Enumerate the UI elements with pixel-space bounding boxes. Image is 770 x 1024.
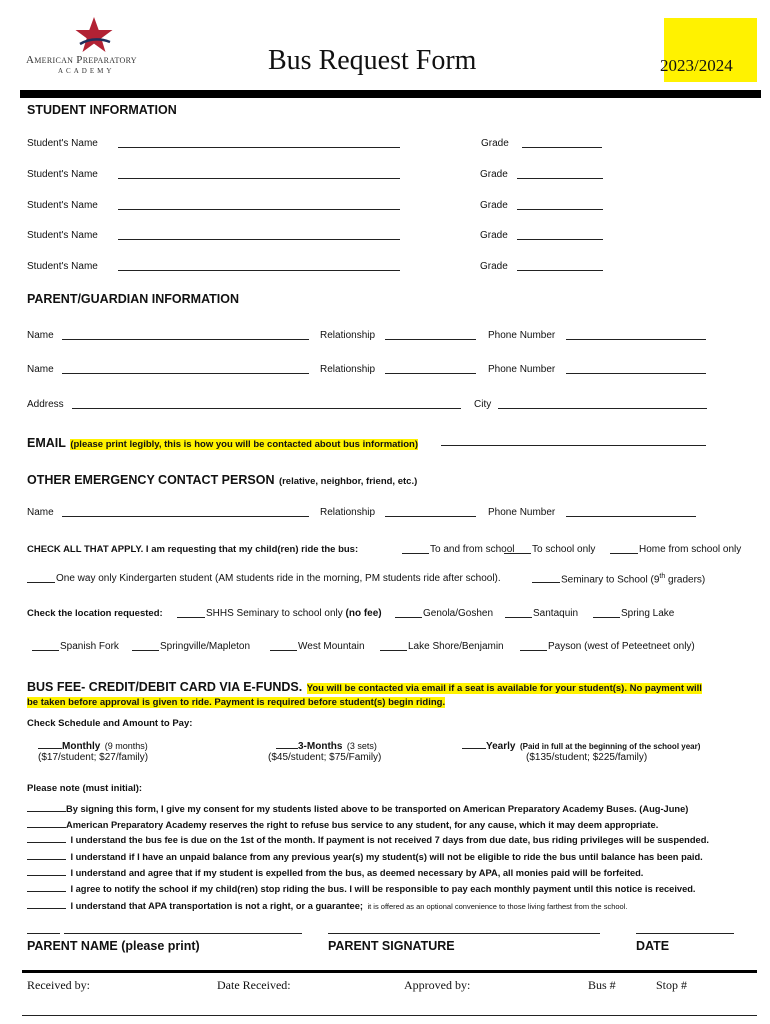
opt-kinder: One way only Kindergarten student (AM students ride in the morning, PM students ride after school). [56,573,501,584]
loc-shhs-text: SHHS Seminary to school only [206,608,346,619]
office-bottom-line [22,1015,757,1016]
initial-text: I understand if I have an unpaid balance from any previous year(s) my student(s) will not be eligible to ride the bus until balance has been paid. [70,852,703,862]
checkbox-springville[interactable] [132,642,159,651]
initial-field[interactable] [27,883,66,892]
three-sets: (3 sets) [346,741,377,751]
check-intro: CHECK ALL THAT APPLY. I am requesting that my child(ren) ride the bus: [27,544,359,555]
parent-name-field[interactable] [62,331,309,340]
phone-label: Phone Number [488,364,556,375]
loc-springville: Springville/Mapleton [160,641,251,652]
initial-field[interactable] [27,900,66,909]
address-label: Address [27,399,64,410]
fee-heading: BUS FEE- CREDIT/DEBIT CARD VIA E-FUNDS. [27,680,303,694]
logo [26,14,156,76]
student-name-label: Student's Name [27,200,98,211]
checkbox-to-school[interactable] [504,545,531,554]
grade-field[interactable] [522,139,602,148]
email-row [27,434,418,452]
bus-number-label: Bus # [588,978,616,992]
initial-item [27,896,627,914]
student-name-field[interactable] [118,170,400,179]
student-name-field[interactable] [118,139,400,148]
initial-text: I understand that APA transportation is not a right, or a guarantee; [70,901,363,911]
three-label: 3-Months [298,741,343,752]
checkbox-seminary[interactable] [532,574,560,583]
date-received-label: Date Received: [217,978,291,992]
initial-field[interactable] [27,819,66,828]
opt-seminary-sup: th [659,573,666,580]
relationship-field[interactable] [385,365,476,374]
date-caption: DATE [636,939,670,953]
approved-by-label: Approved by: [404,978,471,992]
loc-shhs [206,608,382,619]
grade-field[interactable] [517,231,603,240]
loc-shhs-fee: (no fee) [345,608,382,619]
emergency-name-label: Name [27,507,54,518]
parent-name-field[interactable] [62,365,309,374]
relationship-label: Relationship [320,330,376,341]
opt-seminary-post: graders) [665,574,706,586]
initial-text: I agree to notify the school if my child(ren) stop riding the bus. I will be responsible to pay each monthly payment until this notice is received. [70,884,696,894]
checkbox-shhs[interactable] [177,609,205,618]
initial-field[interactable] [27,803,66,812]
initial-sig-line[interactable] [27,933,60,934]
emergency-relationship-field[interactable] [385,508,476,517]
checkbox-genola[interactable] [395,609,422,618]
checkbox-spanish-fork[interactable] [32,642,59,651]
initial-text: I understand and agree that if my student is expelled from the bus, as deemed necessary by APA, all monies paid will be forfeited. [70,868,644,878]
page-title: Bus Request Form [268,45,477,76]
emergency-name-field[interactable] [62,508,309,517]
parent-heading: PARENT/GUARDIAN INFORMATION [27,292,240,306]
monthly-label: Monthly [62,741,101,752]
grade-field[interactable] [517,170,603,179]
year-badge [660,18,757,82]
email-field[interactable] [441,437,706,446]
year-text: 2023/2024 [660,56,733,75]
parent-name-caption: PARENT NAME (please print) [27,939,200,953]
emergency-relationship-label: Relationship [320,507,376,518]
phone-field[interactable] [566,365,706,374]
student-heading: STUDENT INFORMATION [27,103,177,117]
emergency-phone-label: Phone Number [488,507,556,518]
student-name-field[interactable] [118,201,400,210]
star-icon [74,16,114,54]
student-name-field[interactable] [118,262,400,271]
opt-home: Home from school only [639,544,742,555]
loc-santaquin: Santaquin [533,608,579,619]
received-by-label: Received by: [27,978,90,992]
city-label: City [474,399,492,410]
logo-academy: ACADEMY [58,67,115,75]
student-name-label: Student's Name [27,230,98,241]
loc-genola: Genola/Goshen [423,608,494,619]
parent-name-label: Name [27,330,54,341]
email-label: EMAIL [27,436,66,450]
opt-to-from: To and from school [430,544,515,555]
loc-spring-lake: Spring Lake [621,608,675,619]
initial-field[interactable] [27,834,66,843]
phone-field[interactable] [566,331,706,340]
locations-label: Check the location requested: [27,608,163,619]
header-rule [20,90,761,98]
fee-note-line2: be taken before approval is given to ride. Payment is required before student(s) begin riding. [27,697,446,708]
opt-to-school: To school only [532,544,596,555]
parent-signature-caption: PARENT SIGNATURE [328,939,455,953]
emergency-phone-field[interactable] [566,508,696,517]
initials-heading: Please note (must initial): [27,783,143,794]
initial-item [27,879,696,897]
phone-label: Phone Number [488,330,556,341]
grade-label: Grade [480,261,508,272]
yearly-price: ($135/student; $225/family) [526,752,648,763]
student-name-label: Student's Name [27,169,98,180]
opt-seminary [561,573,705,585]
yearly-note: (Paid in full at the beginning of the school year) [519,742,701,751]
checkbox-to-from[interactable] [402,545,429,554]
grade-label: Grade [480,169,508,180]
checkbox-monthly[interactable] [38,740,62,749]
date-line[interactable] [636,933,734,934]
checkbox-three-months[interactable] [276,740,298,749]
initial-text: American Preparatory Academy reserves the right to refuse bus service to any student, for any cause, which it may deem appropriate. [66,820,659,830]
parent-name-label: Name [27,364,54,375]
initial-text: By signing this form, I give my consent for my students listed above to be transported on American Preparatory Academy Buses. (Aug-June) [66,804,689,814]
grade-field[interactable] [517,201,603,210]
parent-name-sig-line[interactable] [64,933,302,934]
emergency-heading: OTHER EMERGENCY CONTACT PERSON [27,473,275,487]
office-rule [22,970,757,973]
grade-label: Grade [480,200,508,211]
opt-seminary-pre: Seminary to School (9 [561,574,660,586]
checkbox-santaquin[interactable] [505,609,532,618]
monthly-price: ($17/student; $27/family) [38,752,149,763]
parent-signature-line[interactable] [328,933,600,934]
checkbox-kinder[interactable] [27,574,55,583]
checkbox-home[interactable] [610,545,638,554]
loc-west-mountain: West Mountain [298,641,365,652]
logo-name: American Preparatory [26,54,137,66]
emergency-note: (relative, neighbor, friend, etc.) [278,476,418,487]
yearly-label: Yearly [486,741,516,752]
loc-spanish-fork: Spanish Fork [60,641,119,652]
relationship-field[interactable] [385,331,476,340]
stop-number-label: Stop # [656,978,688,992]
initial-field[interactable] [27,867,66,876]
address-field[interactable] [72,400,461,409]
monthly-sets: (9 months) [104,741,148,751]
student-name-label: Student's Name [27,138,98,149]
relationship-label: Relationship [320,364,376,375]
fee-note-line1: You will be contacted via email if a seat is available for your student(s). No payment will [306,683,702,694]
checkbox-yearly[interactable] [462,740,486,749]
loc-payson: Payson (west of Peteetneet only) [548,641,695,652]
student-name-label: Student's Name [27,261,98,272]
fee-heading-row [27,678,702,696]
checkbox-lake-shore[interactable] [380,642,407,651]
initial-text: I understand the bus fee is due on the 1st of the month. If payment is not received 7 days from due date, bus riding privileges will be suspended. [70,835,709,845]
email-note: (please print legibly, this is how you will be contacted about bus information) [70,439,419,450]
three-price: ($45/student; $75/Family) [268,752,382,763]
emergency-heading-row [27,471,417,489]
grade-label: Grade [481,138,509,149]
checkbox-payson[interactable] [520,642,547,651]
student-name-field[interactable] [118,231,400,240]
city-field[interactable] [498,400,707,409]
grade-label: Grade [480,230,508,241]
initial-text-small: it is offered as an optional convenience to those living farthest from the school. [367,902,628,911]
initial-field[interactable] [27,851,66,860]
checkbox-spring-lake[interactable] [593,609,620,618]
checkbox-west-mountain[interactable] [270,642,297,651]
fee-check-label: Check Schedule and Amount to Pay: [27,718,193,729]
initial-item [27,830,709,848]
grade-field[interactable] [517,262,603,271]
loc-lake-shore: Lake Shore/Benjamin [408,641,504,652]
